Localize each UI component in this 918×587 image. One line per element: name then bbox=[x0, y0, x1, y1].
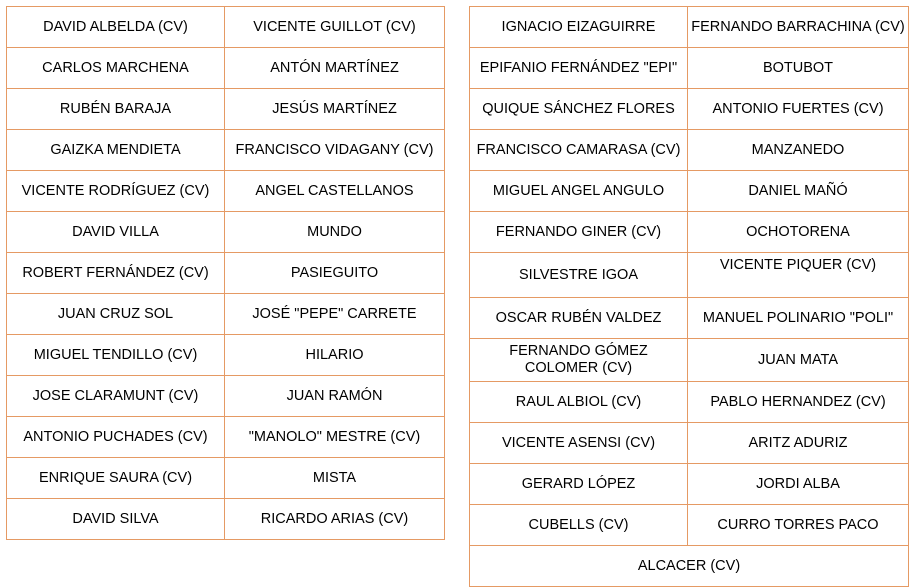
table-cell: ANTONIO PUCHADES (CV) bbox=[7, 417, 225, 458]
table-cell: GAIZKA MENDIETA bbox=[7, 130, 225, 171]
table-cell: ANGEL CASTELLANOS bbox=[225, 171, 445, 212]
table-cell: JOSÉ "PEPE" CARRETE bbox=[225, 294, 445, 335]
table-cell: MISTA bbox=[225, 458, 445, 499]
table-cell: OCHOTORENA bbox=[688, 212, 909, 253]
table-row bbox=[7, 458, 445, 499]
table-row bbox=[470, 89, 909, 130]
table-cell: ANTONIO FUERTES (CV) bbox=[688, 89, 909, 130]
table-cell: JUAN MATA bbox=[688, 339, 909, 382]
table-row bbox=[7, 171, 445, 212]
table-footer-cell: ALCACER (CV) bbox=[470, 546, 909, 587]
table-row bbox=[7, 499, 445, 540]
table-cell: FRANCISCO CAMARASA (CV) bbox=[470, 130, 688, 171]
table-footer-row bbox=[470, 546, 909, 587]
table-cell: MIGUEL TENDILLO (CV) bbox=[7, 335, 225, 376]
table-row bbox=[7, 48, 445, 89]
table-cell: FRANCISCO VIDAGANY (CV) bbox=[225, 130, 445, 171]
table-cell: PABLO HERNANDEZ (CV) bbox=[688, 382, 909, 423]
table-cell: OSCAR RUBÉN VALDEZ bbox=[470, 298, 688, 339]
table-row bbox=[470, 339, 909, 382]
table-cell: FERNANDO GÓMEZ COLOMER (CV) bbox=[470, 339, 688, 382]
table-cell: VICENTE RODRÍGUEZ (CV) bbox=[7, 171, 225, 212]
table-row bbox=[470, 423, 909, 464]
table-cell: ARITZ ADURIZ bbox=[688, 423, 909, 464]
table-cell: ENRIQUE SAURA (CV) bbox=[7, 458, 225, 499]
table-row bbox=[7, 89, 445, 130]
table-cell: PASIEGUITO bbox=[225, 253, 445, 294]
table-cell: GERARD LÓPEZ bbox=[470, 464, 688, 505]
table-cell: BOTUBOT bbox=[688, 48, 909, 89]
table-row bbox=[470, 7, 909, 48]
right-names-table bbox=[469, 6, 909, 587]
table-cell: JUAN CRUZ SOL bbox=[7, 294, 225, 335]
table-cell: QUIQUE SÁNCHEZ FLORES bbox=[470, 89, 688, 130]
table-cell: VICENTE GUILLOT (CV) bbox=[225, 7, 445, 48]
table-row bbox=[7, 7, 445, 48]
table-cell: JORDI ALBA bbox=[688, 464, 909, 505]
table-cell: JOSE CLARAMUNT (CV) bbox=[7, 376, 225, 417]
table-row bbox=[470, 505, 909, 546]
table-cell: CURRO TORRES PACO bbox=[688, 505, 909, 546]
table-row bbox=[7, 294, 445, 335]
table-row bbox=[7, 335, 445, 376]
table-cell: MANZANEDO bbox=[688, 130, 909, 171]
table-cell: FERNANDO BARRACHINA (CV) bbox=[688, 7, 909, 48]
table-cell: DAVID SILVA bbox=[7, 499, 225, 540]
table-row bbox=[7, 212, 445, 253]
table-cell: ANTÓN MARTÍNEZ bbox=[225, 48, 445, 89]
table-cell: ROBERT FERNÁNDEZ (CV) bbox=[7, 253, 225, 294]
table-cell: CARLOS MARCHENA bbox=[7, 48, 225, 89]
table-cell: SILVESTRE IGOA bbox=[470, 253, 688, 298]
table-row bbox=[470, 464, 909, 505]
table-row bbox=[470, 253, 909, 298]
table-row bbox=[470, 171, 909, 212]
table-cell: "MANOLO" MESTRE (CV) bbox=[225, 417, 445, 458]
table-cell: IGNACIO EIZAGUIRRE bbox=[470, 7, 688, 48]
table-cell: DANIEL MAÑÓ bbox=[688, 171, 909, 212]
right-table-body bbox=[470, 7, 909, 587]
table-row bbox=[470, 48, 909, 89]
table-row bbox=[470, 382, 909, 423]
table-row bbox=[470, 298, 909, 339]
table-cell: HILARIO bbox=[225, 335, 445, 376]
table-cell: DAVID VILLA bbox=[7, 212, 225, 253]
table-cell: CUBELLS (CV) bbox=[470, 505, 688, 546]
table-row bbox=[7, 417, 445, 458]
table-row bbox=[7, 130, 445, 171]
table-cell: EPIFANIO FERNÁNDEZ "EPI" bbox=[470, 48, 688, 89]
table-cell: FERNANDO GINER (CV) bbox=[470, 212, 688, 253]
table-cell: VICENTE ASENSI (CV) bbox=[470, 423, 688, 464]
left-table-body bbox=[7, 7, 445, 540]
table-row bbox=[7, 376, 445, 417]
table-row bbox=[470, 212, 909, 253]
table-row bbox=[470, 130, 909, 171]
table-cell: JESÚS MARTÍNEZ bbox=[225, 89, 445, 130]
table-cell: RICARDO ARIAS (CV) bbox=[225, 499, 445, 540]
table-cell: JUAN RAMÓN bbox=[225, 376, 445, 417]
table-cell: RAUL ALBIOL (CV) bbox=[470, 382, 688, 423]
table-cell: MIGUEL ANGEL ANGULO bbox=[470, 171, 688, 212]
table-row bbox=[7, 253, 445, 294]
table-cell: MANUEL POLINARIO "POLI" bbox=[688, 298, 909, 339]
left-names-table bbox=[6, 6, 445, 540]
table-cell: MUNDO bbox=[225, 212, 445, 253]
table-cell: DAVID ALBELDA (CV) bbox=[7, 7, 225, 48]
table-cell: VICENTE PIQUER (CV) bbox=[688, 253, 909, 298]
table-cell: RUBÉN BARAJA bbox=[7, 89, 225, 130]
